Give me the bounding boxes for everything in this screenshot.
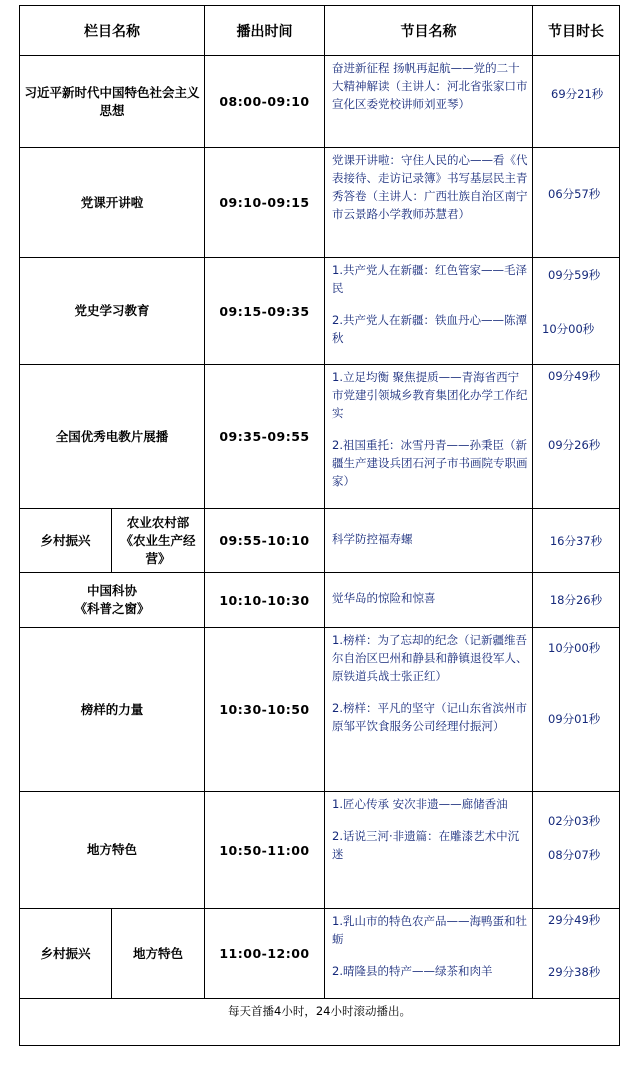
duration: 29分38秒 bbox=[548, 965, 601, 979]
program-name bbox=[325, 509, 533, 573]
table-row bbox=[20, 909, 620, 999]
program-item: 1.共产党人在新疆：红色管家——毛泽民 bbox=[332, 263, 527, 295]
duration: 09分59秒 bbox=[548, 268, 601, 282]
duration: 29分49秒 bbox=[548, 913, 601, 927]
air-time: 09:35-09:55 bbox=[205, 365, 325, 509]
sub-column-name: 地方特色 bbox=[112, 909, 205, 999]
program-name bbox=[325, 56, 533, 148]
table-row bbox=[20, 148, 620, 258]
duration: 08分07秒 bbox=[548, 848, 601, 862]
program-name bbox=[325, 573, 533, 628]
program-item: 1.乳山市的特色农产品——海鸭蛋和牡蛎 bbox=[332, 914, 527, 946]
table-row bbox=[20, 509, 620, 573]
duration-cell bbox=[533, 148, 620, 258]
schedule-table bbox=[19, 5, 620, 1046]
header-program: 节目名称 bbox=[325, 6, 533, 56]
duration: 10分00秒 bbox=[548, 641, 601, 655]
duration-cell bbox=[533, 792, 620, 909]
duration-cell bbox=[533, 258, 620, 365]
program-item: 2.榜样：平凡的坚守（记山东省滨州市原邹平饮食服务公司经理付振河） bbox=[332, 701, 527, 733]
air-time: 10:30-10:50 bbox=[205, 628, 325, 792]
column-name: 党课开讲啦 bbox=[20, 148, 205, 258]
air-time: 08:00-09:10 bbox=[205, 56, 325, 148]
air-time: 11:00-12:00 bbox=[205, 909, 325, 999]
duration: 16分37秒 bbox=[549, 533, 603, 548]
column-name: 全国优秀电教片展播 bbox=[20, 365, 205, 509]
program-item: 奋进新征程 扬帆再起航——党的二十大精神解读（主讲人：河北省张家口市宣化区委党校讲师刘亚琴） bbox=[332, 61, 528, 111]
program-item: 2.共产党人在新疆：铁血丹心——陈潭秋 bbox=[332, 313, 527, 345]
header-column: 栏目名称 bbox=[20, 6, 205, 56]
table-row bbox=[20, 573, 620, 628]
duration-cell bbox=[533, 628, 620, 792]
air-time: 09:10-09:15 bbox=[205, 148, 325, 258]
program-item: 2.祖国重托：冰雪丹青——孙秉臣（新疆生产建设兵团石河子市书画院专职画家） bbox=[332, 438, 528, 488]
program-item: 科学防控福寿螺 bbox=[332, 531, 413, 546]
table-row bbox=[20, 56, 620, 148]
footer-row bbox=[20, 999, 620, 1046]
duration: 09分26秒 bbox=[548, 438, 601, 452]
column-name: 榜样的力量 bbox=[20, 628, 205, 792]
column-name: 乡村振兴 bbox=[20, 509, 112, 573]
program-item: 党课开讲啦：守住人民的心——看《代表接待、走访记录簿》书写基层民主青秀答卷（主讲人：广西壮族自治区南宁市云景路小学教师苏慧君） bbox=[332, 153, 528, 221]
sub-column-name: 农业农村部《农业生产经营》 bbox=[112, 509, 205, 573]
program-item: 1.立足均衡 聚焦提质——青海省西宁市党建引领城乡教育集团化办学工作纪实 bbox=[332, 370, 528, 420]
table-row bbox=[20, 258, 620, 365]
program-item: 2.晴隆县的特产——绿茶和肉羊 bbox=[332, 964, 493, 978]
program-item: 1.榜样：为了忘却的纪念（记新疆维吾尔自治区巴州和静县和静镇退役军人、原铁道兵战士张正红） bbox=[332, 633, 528, 683]
air-time: 10:10-10:30 bbox=[205, 573, 325, 628]
duration: 69分21秒 bbox=[551, 87, 604, 101]
column-name: 习近平新时代中国特色社会主义思想 bbox=[20, 56, 205, 148]
duration-cell bbox=[533, 56, 620, 148]
program-name bbox=[325, 792, 533, 909]
header-time: 播出时间 bbox=[205, 6, 325, 56]
duration: 09分49秒 bbox=[548, 369, 601, 383]
program-name bbox=[325, 628, 533, 792]
air-time: 09:55-10:10 bbox=[205, 509, 325, 573]
duration-cell bbox=[533, 509, 620, 573]
header-row bbox=[20, 6, 620, 56]
column-line: 中国科协 bbox=[86, 583, 137, 598]
header-duration: 节目时长 bbox=[533, 6, 620, 56]
duration-cell bbox=[533, 909, 620, 999]
duration: 18分26秒 bbox=[549, 593, 603, 607]
column-name: 地方特色 bbox=[20, 792, 205, 909]
duration-cell bbox=[533, 573, 620, 628]
program-name bbox=[325, 909, 533, 999]
program-name bbox=[325, 258, 533, 365]
air-time: 09:15-09:35 bbox=[205, 258, 325, 365]
column-name: 党史学习教育 bbox=[20, 258, 205, 365]
duration: 06分57秒 bbox=[548, 187, 601, 201]
duration: 09分01秒 bbox=[548, 712, 601, 726]
duration: 02分03秒 bbox=[548, 814, 601, 828]
table-row bbox=[20, 628, 620, 792]
program-name bbox=[325, 365, 533, 509]
program-item: 觉华岛的惊险和惊喜 bbox=[332, 591, 436, 605]
program-item: 1.匠心传承 安次非遗——廊储香油 bbox=[332, 797, 508, 811]
program-item: 2.话说三河·非遗篇：在雕漆艺术中沉迷 bbox=[332, 829, 520, 861]
air-time: 10:50-11:00 bbox=[205, 792, 325, 909]
column-name: 乡村振兴 bbox=[20, 909, 112, 999]
program-name bbox=[325, 148, 533, 258]
column-line: 《科普之窗》 bbox=[74, 601, 150, 616]
table-row bbox=[20, 792, 620, 909]
column-name bbox=[20, 573, 205, 628]
duration: 10分00秒 bbox=[542, 322, 595, 336]
table-row bbox=[20, 365, 620, 509]
footer-note: 每天首播4小时，24小时滚动播出。 bbox=[20, 999, 620, 1046]
duration-cell bbox=[533, 365, 620, 509]
